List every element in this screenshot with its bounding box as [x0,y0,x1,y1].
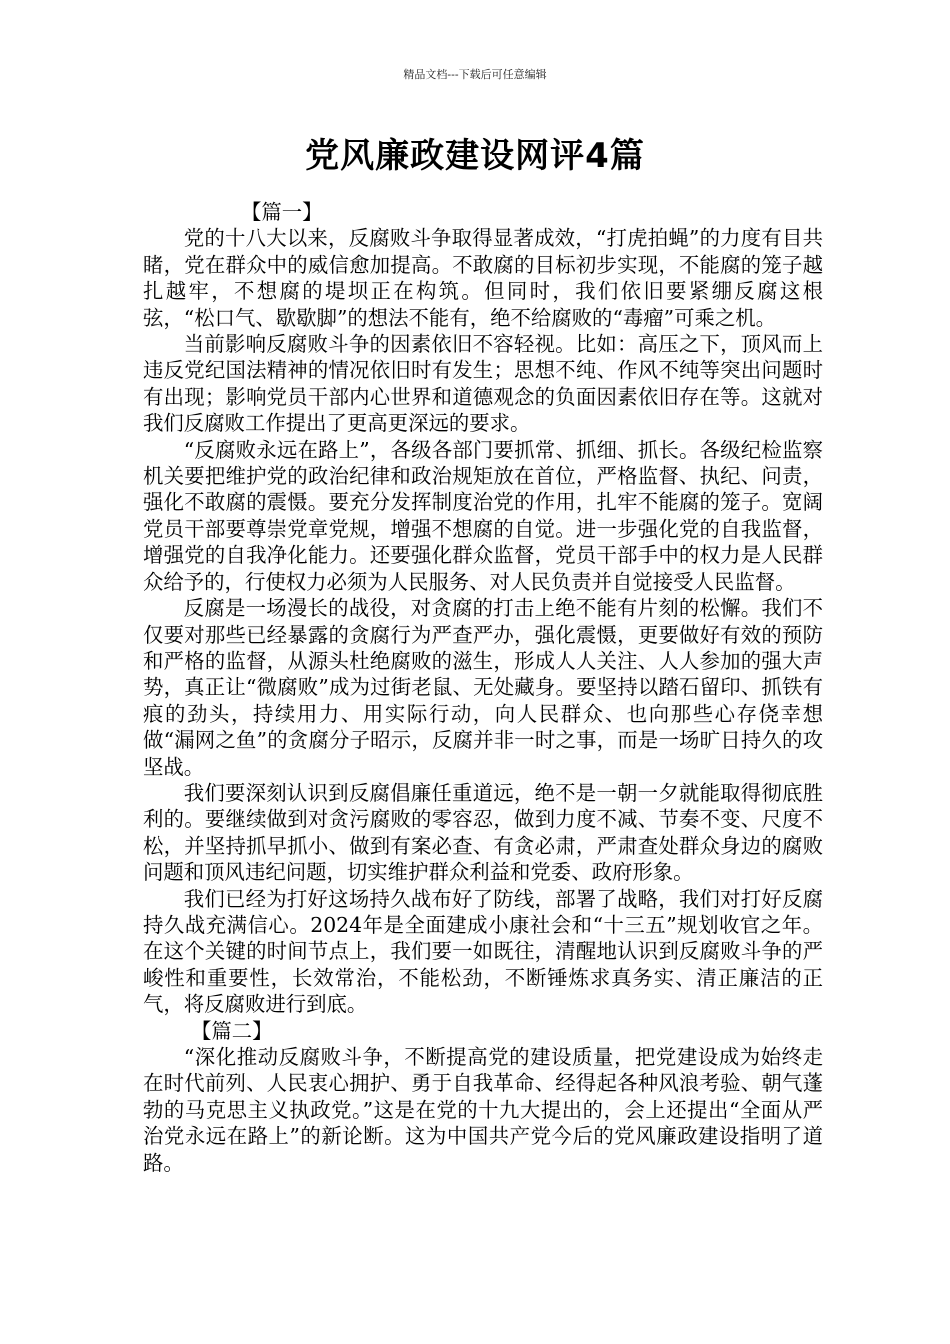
paragraph: 当前影响反腐败斗争的因素依旧不容轻视。比如：高压之下，顶风而上违反党纪国法精神的情况依旧时有发生；思想不纯、作风不纯等突出问题时有出现；影响党员干部内心世界和道德观念的负面因素依旧存在等。这就对我们反腐败工作提出了更高更深远的要求。 [143,332,823,436]
paragraph: 反腐是一场漫长的战役，对贪腐的打击上绝不能有片刻的松懈。我们不仅要对那些已经暴露的贪腐行为严查严办，强化震慑，更要做好有效的预防和严格的监督，从源头杜绝腐败的滋生，形成人人关注、人人参加的强大声势，真正让“微腐败”成为过街老鼠、无处藏身。要坚持以踏石留印、抓铁有痕的劲头，持续用力、用实际行动，向人民群众、也向那些心存侥幸想做“漏网之鱼”的贪腐分子昭示，反腐并非一时之事，而是一场旷日持久的攻坚战。 [143,596,823,779]
section-heading: 【篇一】 [241,200,323,224]
paragraph: “反腐败永远在路上”，各级各部门要抓常、抓细、抓长。各级纪检监察机关要把维护党的政治纪律和政治规矩放在首位，严格监督、执纪、问责，强化不敢腐的震慑。要充分发挥制度治党的作用，扎牢不能腐的笼子。宽阔党员干部要尊崇党章党规，增强不想腐的自觉。进一步强化党的自我监督，增强党的自我净化能力。还要强化群众监督，党员干部手中的权力是人民群众给予的，行使权力必须为人民服务、对人民负责并自觉接受人民监督。 [143,437,823,594]
document-body [143,199,823,1176]
paragraph: “深化推动反腐败斗争，不断提高党的建设质量，把党建设成为始终走在时代前列、人民衷心拥护、勇于自我革命、经得起各种风浪考验、朝气蓬勃的马克思主义执政党。”这是在党的十九大提出的，会上还提出“全面从严治党永远在路上”的新论断。这为中国共产党今后的党风廉政建设指明了道路。 [143,1045,823,1175]
paragraph: 我们已经为打好这场持久战布好了防线，部署了战略，我们对打好反腐持久战充满信心。2024年是全面建成小康社会和“十三五”规划收官之年。在这个关键的时间节点上，我们要一如既往，清醒地认识到反腐败斗争的严峻性和重要性，长效常治，不能松劲，不断锤炼求真务实、清正廉洁的正气，将反腐败进行到底。 [143,886,823,1017]
paragraph: 党的十八大以来，反腐败斗争取得显著成效，“打虎拍蝇”的力度有目共睹，党在群众中的威信愈加提高。不敢腐的目标初步实现，不能腐的笼子越扎越牢，不想腐的堤坝正在构筑。但同时，我们依旧要紧绷反腐这根弦，“松口气、歇歇脚”的想法不能有，绝不给腐败的“毒瘤”可乘之机。 [143,226,823,330]
paragraph: 我们要深刻认识到反腐倡廉任重道远，绝不是一朝一夕就能取得彻底胜利的。要继续做到对贪污腐败的零容忍，做到力度不减、节奏不变、尺度不松，并坚持抓早抓小、做到有案必查、有贪必肃，严肃查处群众身边的腐败问题和顶风违纪问题，切实维护群众利益和党委、政府形象。 [143,780,823,885]
document-title: 党风廉政建设网评4篇 [305,136,645,176]
section-heading: 【篇二】 [191,1018,273,1043]
page-header: 精品文档---下载后可任意编辑 [403,68,547,81]
